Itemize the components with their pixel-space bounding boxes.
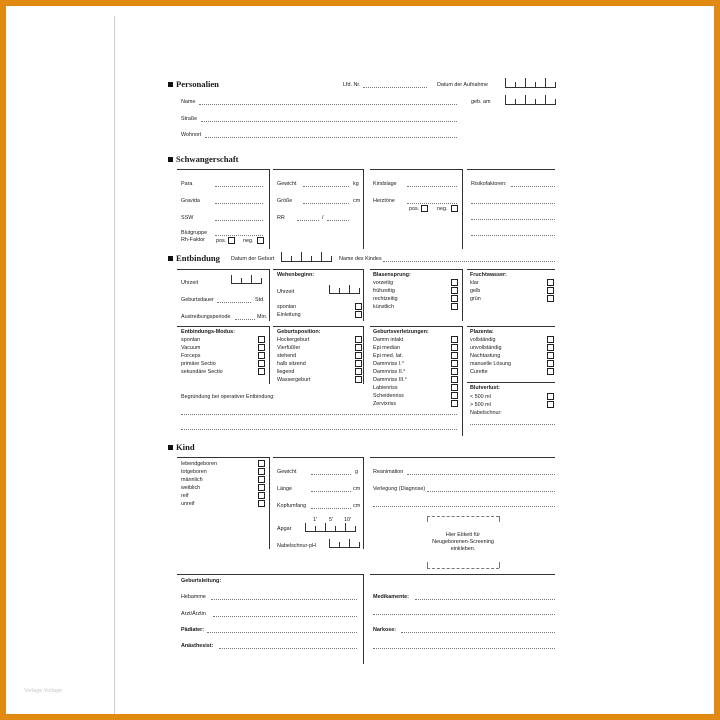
lfd-nr-field[interactable] [363,87,427,88]
groesse-field[interactable] [303,203,349,204]
wohnort-label: Wohnort [181,132,202,138]
verletzung-checkbox[interactable] [451,352,458,359]
datum-geburt-label: Datum der Geburt [231,256,275,262]
verletzung-checkbox[interactable] [451,344,458,351]
uhrzeit-boxes[interactable] [231,274,261,284]
blasensprung-item: rechtzeitig [373,296,398,302]
box-top-line [177,169,269,170]
rh-neg-checkbox[interactable] [257,237,264,244]
kind-status-item: totgeboren [181,469,207,475]
verletzung-item: Damm intakt [373,337,404,343]
heading-text: Entbindung [176,253,220,263]
kopfumfang-field[interactable] [311,508,351,509]
modus-checkbox[interactable] [258,352,265,359]
verletzung-checkbox[interactable] [451,400,458,407]
risikofaktoren-field[interactable] [511,186,555,187]
nabelschnur-label: Nabelschnur: [470,410,502,416]
heading-text: Kind [176,442,195,452]
gewicht-field[interactable] [303,186,349,187]
paediater-field[interactable] [207,632,357,633]
kind-status-item: unreif [181,501,195,507]
para-field[interactable] [215,186,263,187]
blasensprung-item: frühzeitig [373,288,395,294]
wehenbeginn-title: Wehenbeginn: [277,272,315,278]
uhrzeit-label: Uhrzeit [181,280,199,286]
box-top-line [467,326,555,327]
kind-gewicht-field[interactable] [311,474,351,475]
wehen-item: spontan [277,304,297,310]
box-divider [363,326,364,384]
kind-laenge-field[interactable] [311,491,351,492]
datum-aufnahme-label: Datum der Aufnahme [437,82,488,88]
bullet-icon [168,445,173,450]
nabelschnur-ph-boxes[interactable] [329,538,359,548]
blasensprung-checkbox[interactable] [451,295,458,302]
leitung-row-label: Hebamme [181,594,206,600]
box-top-line [177,457,269,458]
verletzung-item: Dammriss I.° [373,361,404,367]
box-divider [269,169,270,249]
box-divider [363,574,364,664]
box-top-line [467,169,555,170]
modus-item: sekundäre Sectio [181,369,223,375]
gewicht-label: Gewicht [277,181,297,187]
plazenta-checkbox[interactable] [547,352,554,359]
box-divider [462,269,463,321]
section-heading-kind [168,442,195,452]
etikett-corner [427,516,428,522]
herz-pos-checkbox[interactable] [421,205,428,212]
risikofaktoren-field-3[interactable] [471,219,555,220]
rh-neg-label: neg. [243,238,254,244]
medikamente-field[interactable] [415,599,555,600]
herz-neg-label: neg. [437,206,448,212]
rr-systolic-field[interactable] [297,220,319,221]
kindslage-field[interactable] [407,186,457,187]
verletzung-item: Scheidenriss [373,393,404,399]
g-unit: g [355,469,358,475]
box-top-line [467,269,555,270]
name-kind-field[interactable] [383,261,555,262]
etikett-corner [499,516,500,522]
ssw-label: SSW [181,215,194,221]
position-checkbox[interactable] [355,352,362,359]
fruchtwasser-item: klar [470,280,479,286]
gravida-field[interactable] [215,203,263,204]
kind-status-checkbox[interactable] [258,476,265,483]
rh-pos-checkbox[interactable] [228,237,235,244]
blutverlust-checkbox[interactable] [547,393,554,400]
blasensprung-checkbox[interactable] [451,279,458,286]
verletzung-item: Labienriss [373,385,398,391]
blasensprung-checkbox[interactable] [451,303,458,310]
box-top-line [467,382,555,383]
nabelschnur-ph-label: Nabelschnur-pH [277,543,316,549]
position-item: Vierfüßler [277,345,301,351]
box-divider [363,169,364,249]
geburtsposition-title: Geburtsposition: [277,329,321,335]
geburtsleitung-title: Geburtsleitung: [181,578,222,584]
kind-status-checkbox[interactable] [258,492,265,499]
strasse-field[interactable] [201,121,457,122]
cm-unit: cm [353,503,361,509]
plazenta-title: Plazenta: [470,329,494,335]
verlegung-field-2[interactable] [373,506,555,507]
verlegung-field[interactable] [427,491,555,492]
geburtsdauer-field[interactable] [217,302,251,303]
box-top-line [273,326,363,327]
watermark: Vorlage Vorlage [24,688,63,694]
narkose-label: Narkose: [373,627,397,633]
apgar-boxes[interactable] [305,522,355,532]
kind-status-item: männlich [181,477,203,483]
name-kind-label: Name des Kindes [339,256,382,262]
kind-gewicht-label: Gewicht [277,469,297,475]
ssw-field[interactable] [215,220,263,221]
etikett-corner [499,562,500,568]
verletzung-item: Dammriss II.° [373,369,406,375]
plazenta-checkbox[interactable] [547,368,554,375]
etikett-box-top [427,516,499,517]
bullet-icon [168,157,173,162]
lfd-nr-label: Lfd. Nr. [343,82,361,88]
herz-neg-checkbox[interactable] [451,205,458,212]
austreibung-field[interactable] [235,319,255,320]
begruendung-field-2[interactable] [181,429,457,430]
bullet-icon [168,82,173,87]
verletzung-checkbox[interactable] [451,368,458,375]
herz-pos-label: pos. [409,206,420,212]
blutverlust-item: > 500 ml [470,402,491,408]
gravida-label: Gravida [181,198,200,204]
heading-text: Schwangerschaft [176,154,239,164]
blasensprung-item: vorzeitig [373,280,394,286]
bullet-icon [168,256,173,261]
blasensprung-item: künstlich [373,304,394,310]
modus-item: Vacuum [181,345,201,351]
box-top-line [370,169,462,170]
verletzung-item: Zervixriss [373,401,397,407]
risikofaktoren-field-2[interactable] [471,203,555,204]
position-item: halb sitzend [277,361,306,367]
modus-checkbox[interactable] [258,344,265,351]
blutverlust-checkbox[interactable] [547,401,554,408]
fruchtwasser-checkbox[interactable] [547,287,554,294]
leitung-row-label: Arzt/Ärztin [181,611,206,617]
box-top-line [370,269,462,270]
blutgruppe-label: Blutgruppe [181,230,208,236]
verletzung-item: Dammriss III.° [373,377,407,383]
box-top-line [177,269,269,270]
groesse-label: Größe [277,198,293,204]
name-label: Name [181,99,196,105]
plazenta-item: unvollständig [470,345,502,351]
std-unit: Std. [255,297,265,303]
cm-unit: cm [353,486,361,492]
leitung-row-label: Anästhesist: [181,643,214,649]
position-checkbox[interactable] [355,376,362,383]
fruchtwasser-checkbox[interactable] [547,279,554,286]
blasensprung-checkbox[interactable] [451,287,458,294]
blasensprung-title: Blasensprung: [373,272,411,278]
blutverlust-item: < 500 ml [470,394,491,400]
position-checkbox[interactable] [355,368,362,375]
modus-checkbox[interactable] [258,360,265,367]
etikett-box-bottom [427,568,499,569]
plazenta-item: Curette [470,369,488,375]
plazenta-item: vollständig [470,337,496,343]
etikett-line: einkleben. [450,546,476,552]
kopfumfang-label: Kopfumfang [277,503,307,509]
risikofaktoren-label: Risikofaktoren: [471,181,507,187]
box-top-line [177,326,269,327]
geburtsdauer-label: Geburtsdauer [181,297,214,303]
section-heading-schwangerschaft [168,154,239,164]
reanimation-label: Reanimation [373,469,404,475]
apgar-time: 10' [344,517,352,523]
para-label: Para [181,181,193,187]
modus-checkbox[interactable] [258,368,265,375]
verletzung-item: Epi median [373,345,400,351]
verletzung-checkbox[interactable] [451,376,458,383]
modus-checkbox[interactable] [258,336,265,343]
wohnort-field[interactable] [205,137,457,138]
verletzung-checkbox[interactable] [451,360,458,367]
blutverlust-title: Blutverlust: [470,385,500,391]
modus-title: Entbindungs-Modus: [181,329,235,335]
datum-aufnahme-boxes[interactable] [505,76,555,88]
reanimation-field[interactable] [407,474,555,475]
apgar-time: 5' [329,517,334,523]
blutgruppe-field[interactable] [215,235,263,236]
rr-slash: / [322,215,324,221]
verletzung-checkbox[interactable] [451,392,458,399]
rh-faktor-label: Rh-Faktor [181,237,205,243]
position-item: Wassergeburt [277,377,311,383]
box-top-line [370,574,555,575]
begruendung-field[interactable] [181,414,457,415]
box-divider [363,269,364,321]
box-top-line [273,169,363,170]
austreibung-label: Austreibungsperiode [181,314,231,320]
verletzung-checkbox[interactable] [451,384,458,391]
hebamme-field[interactable] [211,599,357,600]
position-checkbox[interactable] [355,336,362,343]
rh-pos-label: pos. [216,238,227,244]
anaesthesist-field[interactable] [219,648,357,649]
rr-diastolic-field[interactable] [327,220,349,221]
modus-item: spontan [181,337,201,343]
narkose-field-2[interactable] [373,648,555,649]
box-divider [462,169,463,249]
position-item: Hockergeburt [277,337,310,343]
verletzung-checkbox[interactable] [451,336,458,343]
name-field[interactable] [199,104,457,105]
narkose-field[interactable] [401,632,555,633]
etikett-corner [427,562,428,568]
fruchtwasser-item: grün [470,296,481,302]
heading-text: Personalien [176,79,219,89]
modus-item: primäre Sectio [181,361,216,367]
begruendung-label: Begründung bei operativer Entbindung: [181,394,275,400]
wehen-spontan-checkbox[interactable] [355,303,362,310]
kind-status-item: weiblich [181,485,201,491]
kg-unit: kg [353,181,359,187]
position-checkbox[interactable] [355,360,362,367]
box-divider [269,457,270,549]
herztoene-field[interactable] [407,203,457,204]
plazenta-item: manuelle Lösung [470,361,512,367]
nabelschnur-field[interactable] [470,424,555,425]
kindslage-label: Kindslage [373,181,397,187]
form-sheet [114,16,609,716]
wehen-uhrzeit-boxes[interactable] [329,284,359,294]
verletzung-item: Epi med. lat. [373,353,403,359]
strasse-label: Straße [181,116,198,122]
etikett-line: Hier Etikett für [445,532,481,538]
apgar-label: Apgar [277,526,292,532]
modus-item: Forceps [181,353,201,359]
box-top-line [273,457,363,458]
position-item: stehend [277,353,297,359]
box-divider [462,326,463,436]
min-unit: Min. [257,314,268,320]
kind-status-checkbox[interactable] [258,460,265,467]
fruchtwasser-title: Fruchtwasser: [470,272,507,278]
section-heading-entbindung [168,253,220,263]
arzt-field[interactable] [213,616,357,617]
apgar-time: 1' [313,517,318,523]
herztoene-label: Herztöne [373,198,395,204]
fruchtwasser-checkbox[interactable] [547,295,554,302]
box-divider [363,457,364,549]
geb-am-label: geb. am [471,99,491,105]
kind-status-checkbox[interactable] [258,500,265,507]
kind-status-checkbox[interactable] [258,468,265,475]
section-heading-personalien [168,79,219,89]
medikamente-label: Medikamente: [373,594,409,600]
verletzungen-title: Geburtsverletzungen: [373,329,429,335]
kind-status-checkbox[interactable] [258,484,265,491]
plazenta-checkbox[interactable] [547,336,554,343]
wehen-einleitung-checkbox[interactable] [355,311,362,318]
plazenta-item: Nachtastung [470,353,501,359]
plazenta-checkbox[interactable] [547,344,554,351]
kind-status-item: lebendgeboren [181,461,217,467]
datum-geburt-boxes[interactable] [281,250,331,262]
wehen-item: Einleitung [277,312,301,318]
box-divider [269,326,270,384]
box-divider [269,269,270,321]
geb-am-boxes[interactable] [505,93,555,105]
plazenta-checkbox[interactable] [547,360,554,367]
box-top-line [370,326,462,327]
leitung-row-label: Pädiater: [181,627,205,633]
verlegung-label: Verlegung (Diagnose) [373,486,426,492]
medikamente-field-2[interactable] [373,614,555,615]
box-top-line [370,457,555,458]
rr-label: RR [277,215,285,221]
position-checkbox[interactable] [355,344,362,351]
wehen-uhrzeit-label: Uhrzeit [277,289,295,295]
etikett-line: Neugeborenen-Screening [432,539,494,545]
cm-unit: cm [353,198,361,204]
fruchtwasser-item: gelb [470,288,481,294]
kind-laenge-label: Länge [277,486,292,492]
box-top-line [273,269,363,270]
kind-status-item: reif [181,493,189,499]
position-item: liegend [277,369,295,375]
risikofaktoren-field-4[interactable] [471,235,555,236]
box-top-line [177,574,363,575]
